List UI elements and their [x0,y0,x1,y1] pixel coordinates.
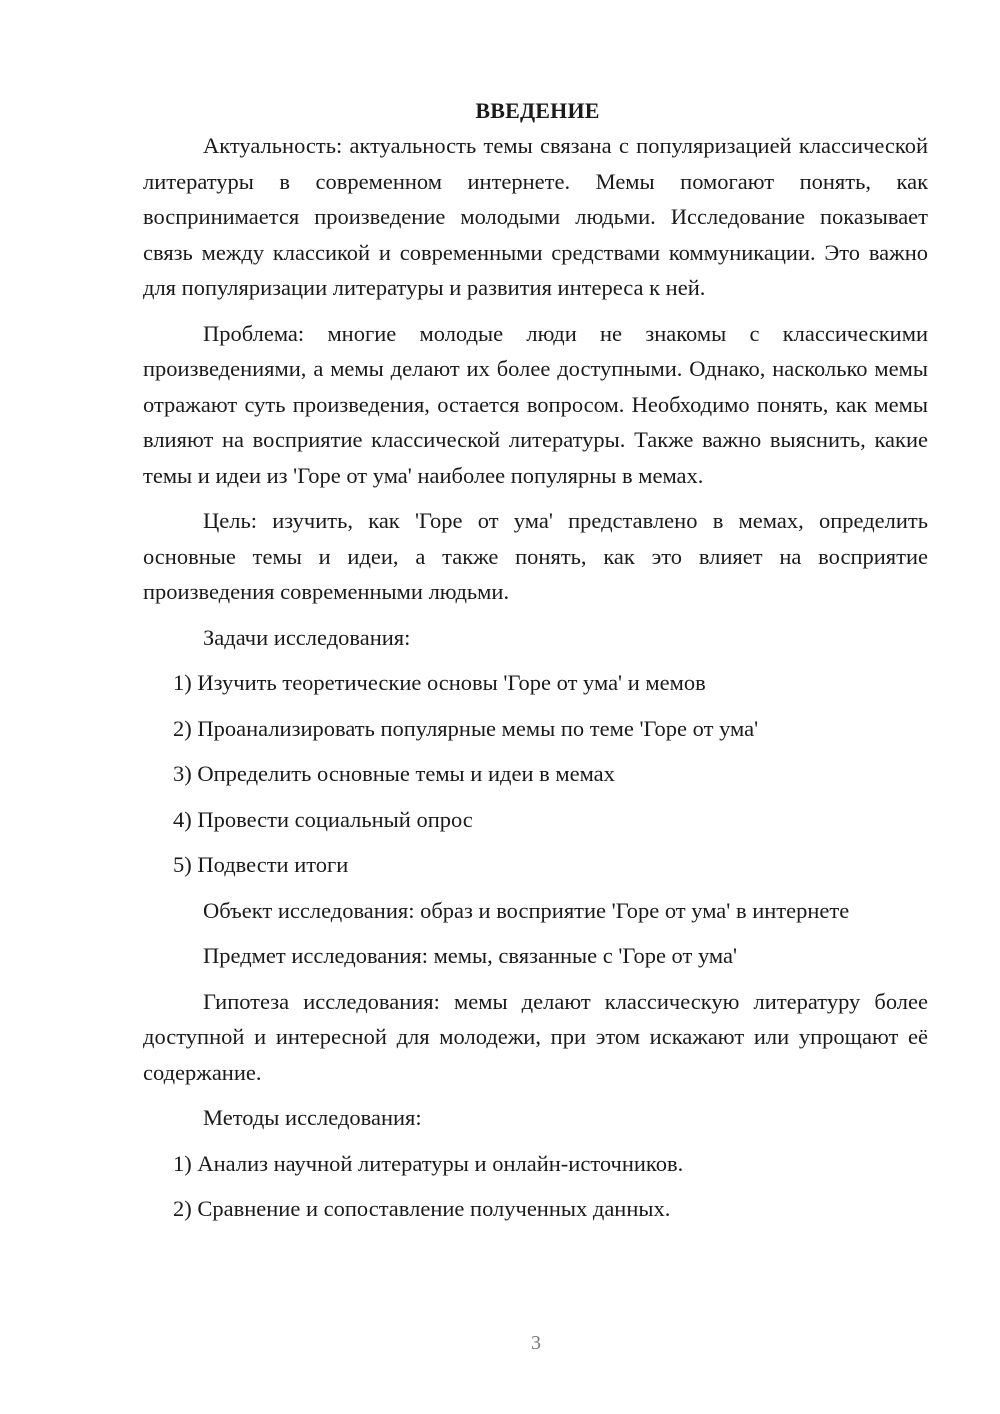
section-title: ВВЕДЕНИЕ [475,98,600,123]
method-item-2: 2) Сравнение и сопоставление полученных данных. [173,1196,671,1221]
task-item-4: 4) Провести социальный опрос [173,806,473,832]
task-item-2: 2) Проанализировать популярные мемы по теме 'Горе от ума' [173,715,759,741]
method-item-1: 1) Анализ научной литературы и онлайн-источников. [173,1150,684,1176]
task-item-1: 1) Изучить теоретические основы 'Горе от ума' и мемов [173,670,706,695]
task-item-5: 5) Подвести итоги [173,852,349,877]
tasks-heading: Задачи исследования: [203,624,411,650]
subject-paragraph: Предмет исследования: мемы, связанные с 'Горе от ума' [203,943,738,968]
problem-paragraph: Проблема: многие молодые люди не знакомы с классическими произведениями, а мемы делают их более доступными. Однако, насколько мемы отражают суть произведения, остается вопросом. Необходимо понять, как мемы влияют на восприятие классической литературы. Также важно выяснить, какие темы и идеи из 'Горе от ума' наиболее популярны в мемах. [143,320,928,488]
task-item-3: 3) Определить основные темы и идеи в мемах [173,761,615,786]
page-content [143,96,928,1237]
goal-paragraph: Цель: изучить, как 'Горе от ума' представлено в мемах, определить основные темы и идеи, а также понять, как это влияет на восприятие произведения современными людьми. [143,508,928,604]
relevance-paragraph: Актуальность: актуальность темы связана с популяризацией классической литературы в современном интернете. Мемы помогают понять, как воспринимается произведение молодыми людьми. Исследование показывает связь между классикой и современными средствами коммуникации. Это важно для популяризации литературы и развития интереса к ней. [143,133,928,300]
hypothesis-paragraph: Гипотеза исследования: мемы делают классическую литературу более доступной и интересной для молодежи, при этом искажают или упрощают её содержание. [143,988,928,1085]
object-paragraph: Объект исследования: образ и восприятие 'Горе от ума' в интернете [203,897,850,923]
page-number: 3 [531,1332,541,1354]
methods-heading: Методы исследования: [203,1105,422,1130]
